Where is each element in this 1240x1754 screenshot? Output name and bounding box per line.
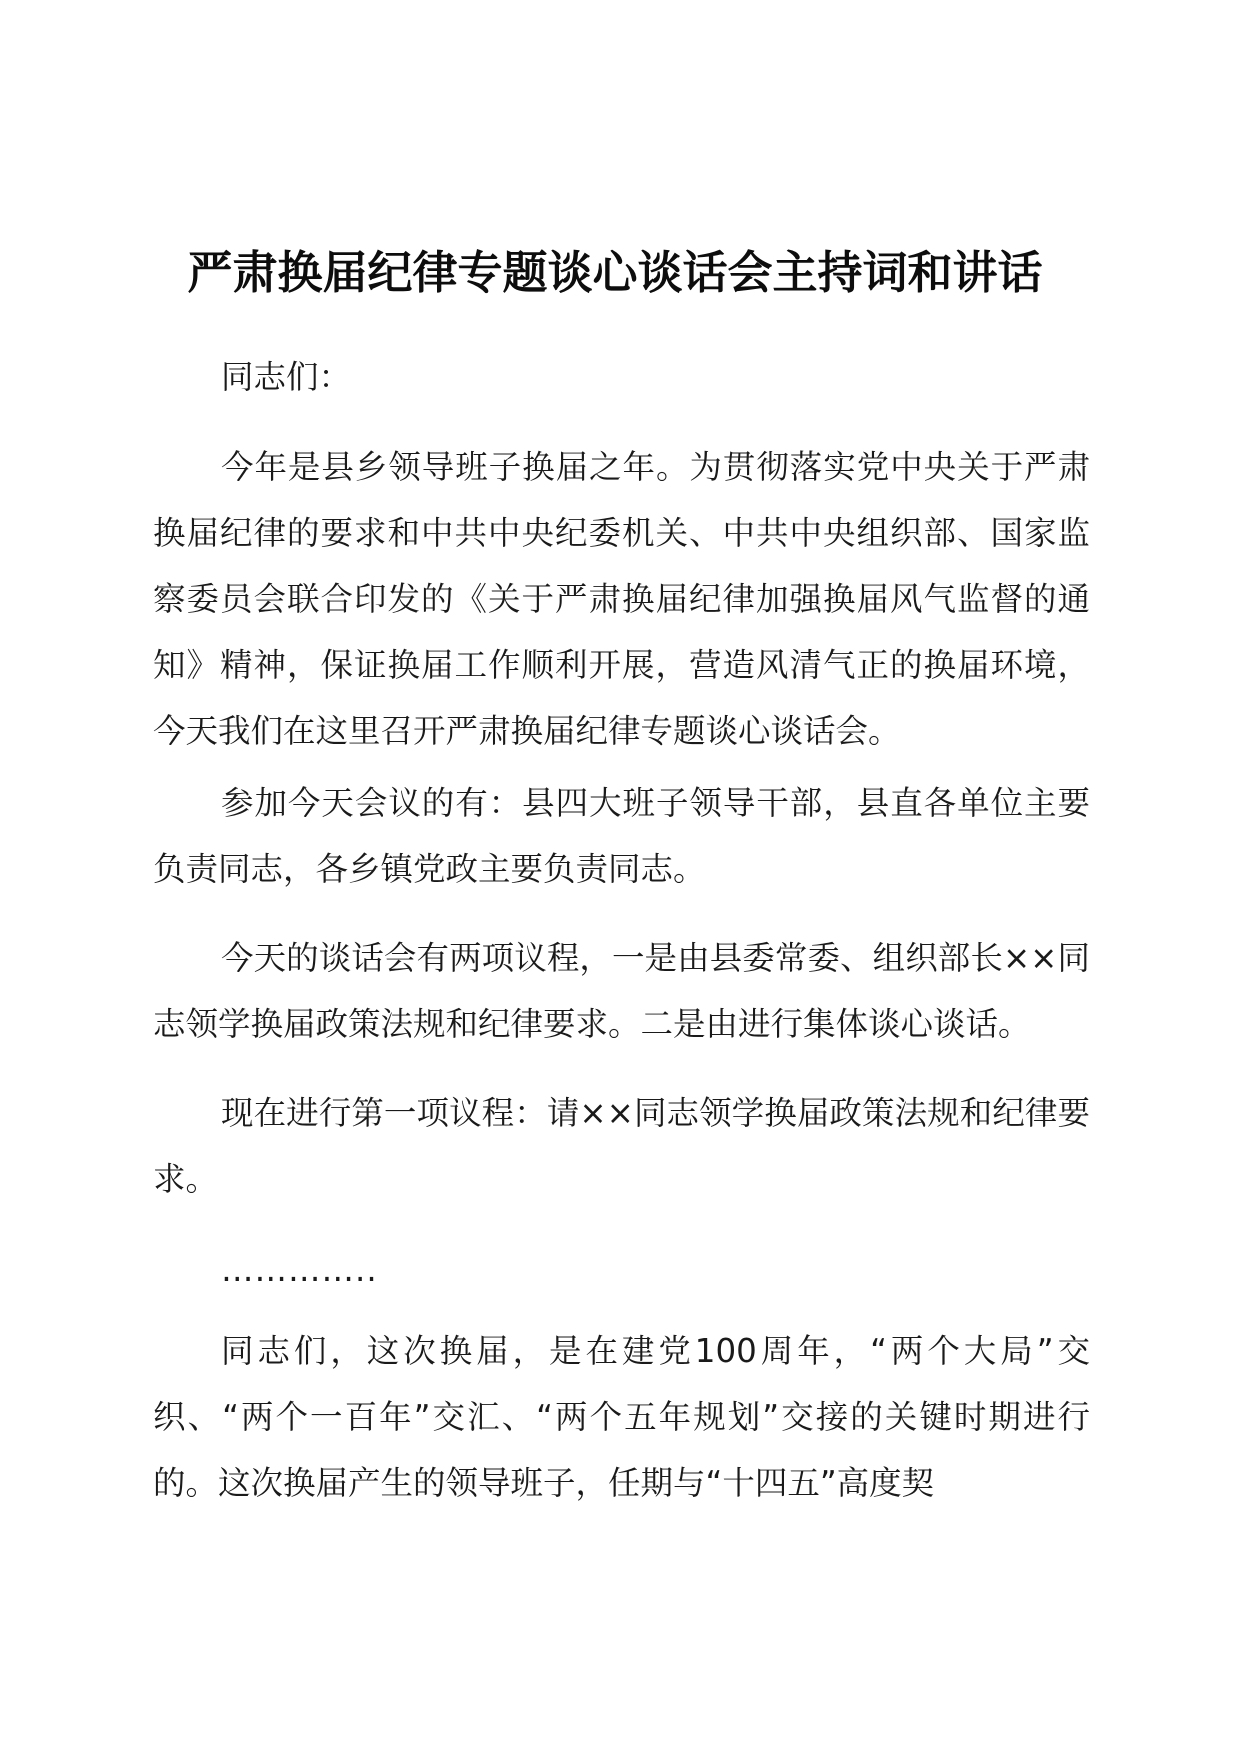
omission-ellipsis: ………….. bbox=[221, 1251, 378, 1289]
attendees-paragraph: 参加今天会议的有：县四大班子领导干部，县直各单位主要负责同志，各乡镇党政主要负责同志。 bbox=[153, 784, 1090, 888]
first-agenda-item-paragraph: 现在进行第一项议程：请××同志领学换届政策法规和纪律要求。 bbox=[153, 1094, 1090, 1198]
greeting-paragraph: 同志们： bbox=[221, 358, 352, 396]
agenda-paragraph: 今天的谈话会有两项议程，一是由县委常委、组织部长××同志领学换届政策法规和纪律要求。二是由进行集体谈心谈话。 bbox=[153, 939, 1090, 1043]
intro-paragraph: 今年是县乡领导班子换届之年。为贯彻落实党中央关于严肃换届纪律的要求和中共中央纪委机关、中共中央组织部、国家监察委员会联合印发的《关于严肃换届纪律加强换届风气监督的通知》精神，保证换届工作顺利开展，营造风清气正的换届环境，今天我们在这里召开严肃换届纪律专题谈心谈话会。 bbox=[153, 448, 1090, 750]
speech-paragraph: 同志们，这次换届，是在建党100周年，“两个大局”交织、“两个一百年”交汇、“两个五年规划”交接的关键时期进行的。这次换届产生的领导班子，任期与“十四五”高度契 bbox=[153, 1332, 1090, 1502]
document-title: 严肃换届纪律专题谈心谈话会主持词和讲话 bbox=[187, 246, 1043, 299]
